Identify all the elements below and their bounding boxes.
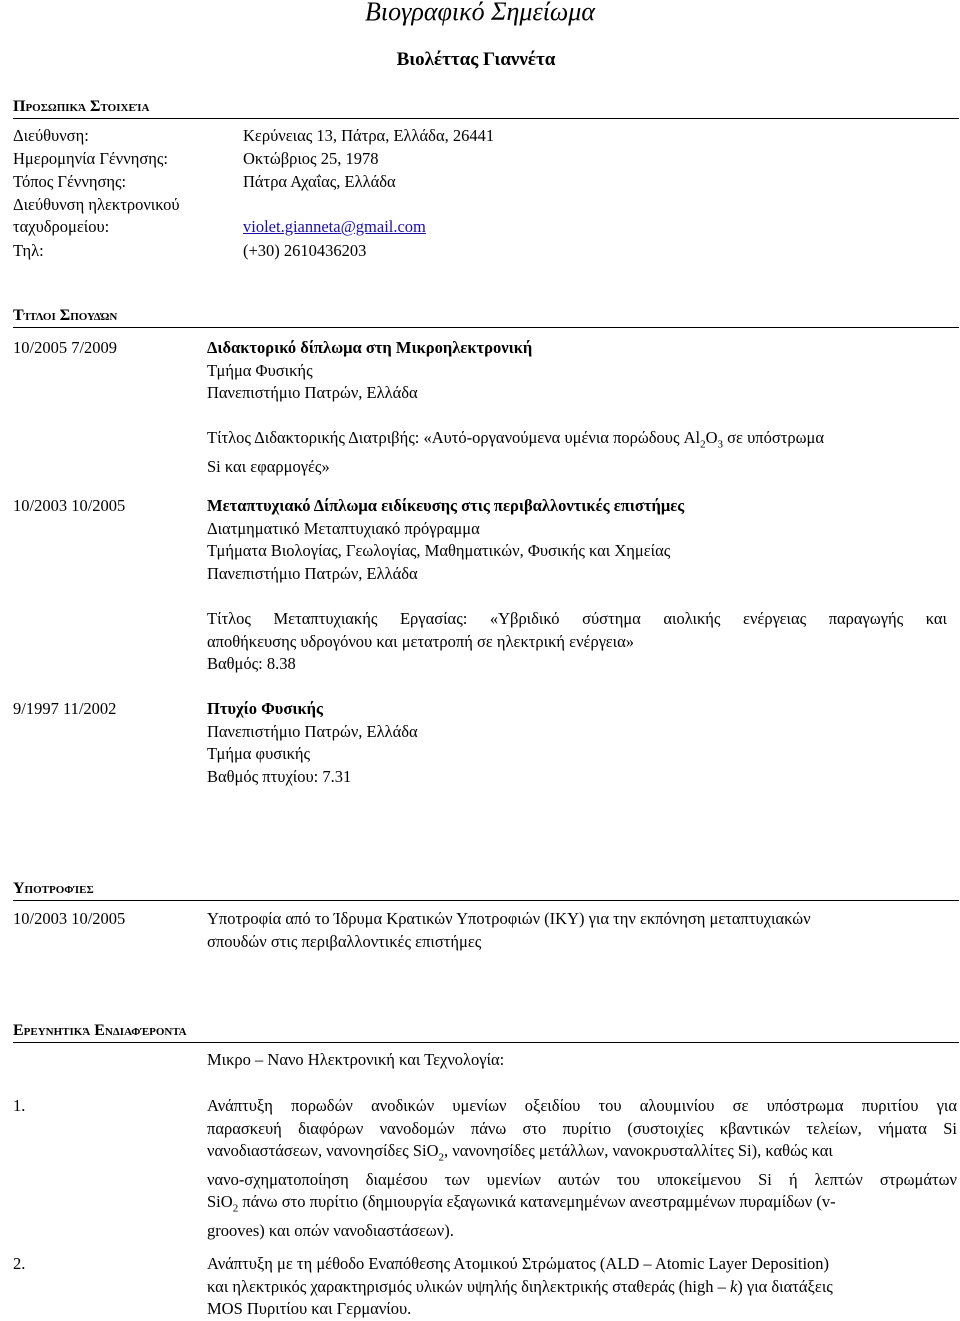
research-1-line-1: Ανάπτυξη πορωδών ανοδικών υμενίων οξειδίου του αλουμινίου σε υπόστρωμα πυριτίου για [207, 1096, 957, 1115]
research-item-number: 2. [13, 1254, 26, 1273]
msc-program: Διατμηματικό Μεταπτυχιακό πρόγραμμα [207, 518, 480, 538]
bsc-title: Πτυχίο Φυσικής [207, 699, 323, 718]
pob-label: Τόπος Γέννησης: [13, 172, 127, 191]
msc-departments: Τμήματα Βιολογίας, Γεωλογίας, Μαθηματικών, Φυσικής και Χημείας [207, 541, 671, 560]
research-1-line-3a: νανοδιαστάσεων, νανονησίδες SiO [207, 1141, 439, 1160]
msc-grade: Βαθμός: 8.38 [207, 654, 296, 673]
research-2-line-1: Ανάπτυξη με τη μέθοδο Εναπόθεσης Ατομικού Στρώματος (ALD – Atomic Layer Deposition) [207, 1254, 830, 1273]
address-value: Κερύνειας 13, Πάτρα, Ελλάδα, 26441 [243, 126, 495, 145]
bsc-grade: Βαθμός πτυχίου: 7.31 [207, 766, 352, 786]
address-label: Διεύθυνση: [13, 126, 89, 145]
phd-thesis-line-2: Si και εφαρμογές» [207, 456, 330, 476]
research-1-line-5b: πάνω στο πυρίτιο (δημιουργία εξαγωνικά κατανεμημένων ανεστραμμένων πυραμίδων (v- [238, 1192, 836, 1212]
research-1-sub-1: 2 [438, 1151, 445, 1164]
research-1-line-4: νανο-σχηματοποίηση διαμέσου των υμενίων αυτών του υποκείμενου Si ή λεπτών στρωμάτων [207, 1169, 957, 1189]
pob-value: Πάτρα Αχαΐας, Ελλάδα [243, 172, 396, 191]
research-subheading [207, 1049, 959, 1072]
scholarship-text-line-1: Υποτροφία από το Ίδρυμα Κρατικών Υποτροφιών (ΙΚΥ) για την εκπόνηση μεταπτυχιακών [207, 909, 811, 928]
research-2-line-2b: ) για διατάξεις [737, 1276, 833, 1296]
research-2-line-2a: και ηλεκτρικός χαρακτηρισμός υλικών υψηλής διηλεκτρικής σταθεράς (high – [207, 1276, 730, 1296]
scholarship-entry [207, 908, 959, 953]
bsc-entry [207, 698, 959, 788]
research-1-line-2: παρασκευή διαφόρων νανοδομών πάνω στο πυρίτιο (συστοιχίες κβαντικών τελείων, νήματα Si [207, 1118, 957, 1138]
research-1-line-3 [207, 1140, 957, 1169]
msc-title: Μεταπτυχιακό Δίπλωμα ειδίκευσης στις περιβαλλοντικές επιστήμες [207, 496, 685, 515]
scholarship-dates: 10/2003 10/2005 [13, 909, 126, 928]
bsc-university: Πανεπιστήμιο Πατρών, Ελλάδα [207, 721, 418, 741]
document-title: Βιογραφικό Σημείωμα [365, 0, 595, 26]
research-item-2 [207, 1253, 957, 1321]
research-1-line-3b: , νανονησίδες μετάλλων, νανοκρυσταλλίτες Si), καθώς και [444, 1141, 833, 1160]
msc-thesis-line-1: Τίτλος Μεταπτυχιακής Εργασίας: «Υβριδικό σύστημα αιολικής ενέργειας παραγωγής και [207, 609, 947, 628]
phd-dates: 10/2005 7/2009 [13, 338, 118, 357]
research-item-number: 1. [13, 1096, 26, 1115]
research-1-line-6: grooves) και οπών νανοδιαστάσεων). [207, 1221, 454, 1241]
msc-thesis [207, 608, 959, 676]
research-section-heading: Ερευνητικά Ενδιαφέροντα [13, 1022, 959, 1043]
scholarships-section-heading: Υποτροφίες [13, 880, 959, 901]
phd-university: Πανεπιστήμιο Πατρών, Ελλάδα [207, 383, 418, 402]
scholarship-text-line-2: σπουδών στις περιβαλλοντικές επιστήμες [207, 931, 482, 951]
research-1-line-5 [207, 1191, 957, 1220]
research-subheading-text: Μικρο – Νανο Ηλεκτρονική και Τεχνολογία: [207, 1050, 505, 1069]
research-2-line-2 [207, 1276, 957, 1299]
phd-thesis-text-1-end: σε υπόστρωμα [723, 428, 824, 447]
phd-thesis-o: O [705, 428, 718, 447]
phd-department: Τμήμα Φυσικής [207, 360, 313, 380]
studies-section-heading: Τίτλοι Σπουδών [13, 307, 959, 328]
phd-thesis-sub-al: 2 [700, 438, 706, 451]
phd-thesis-line-1 [207, 427, 959, 456]
phone-label: Τηλ: [13, 241, 44, 260]
msc-university: Πανεπιστήμιο Πατρών, Ελλάδα [207, 563, 418, 583]
bsc-dates: 9/1997 11/2002 [13, 699, 117, 718]
email-link[interactable]: violet.gianneta@gmail.com [243, 217, 426, 236]
msc-entry [207, 495, 959, 585]
research-1-line-5a: SiO [207, 1192, 233, 1212]
research-2-k: k [729, 1276, 738, 1296]
research-item-1 [207, 1095, 957, 1243]
msc-dates: 10/2003 10/2005 [13, 496, 126, 515]
phd-entry [207, 337, 959, 405]
personal-section-heading: Προσωπικά Στοιχεία [13, 98, 959, 119]
phone-value: (+30) 2610436203 [243, 241, 367, 260]
dob-label: Ημερομηνία Γέννησης: [13, 149, 168, 168]
research-2-line-3: MOS Πυριτίου και Γερμανίου. [207, 1299, 412, 1318]
phd-thesis [207, 427, 959, 478]
msc-thesis-line-2: αποθήκευσης υδρογόνου και μετατροπή σε ηλεκτρική ενέργεια» [207, 631, 634, 651]
phd-title: Διδακτορικό δίπλωμα στη Μικροηλεκτρονική [207, 338, 533, 357]
bsc-department: Τμήμα φυσικής [207, 744, 311, 763]
email-label-line-2: ταχυδρομείου: [13, 217, 110, 236]
phd-thesis-text-1: Τίτλος Διδακτορικής Διατριβής: «Αυτό-οργανούμενα υμένια πορώδους Al [207, 428, 701, 447]
dob-value: Οκτώβριος 25, 1978 [243, 149, 379, 168]
phd-thesis-sub-o: 3 [717, 438, 724, 451]
person-name: Βιολέττας Γιαννέτα [396, 49, 556, 70]
research-1-sub-2: 2 [232, 1202, 239, 1215]
email-label-line-1: Διεύθυνση ηλεκτρονικού [13, 195, 180, 214]
